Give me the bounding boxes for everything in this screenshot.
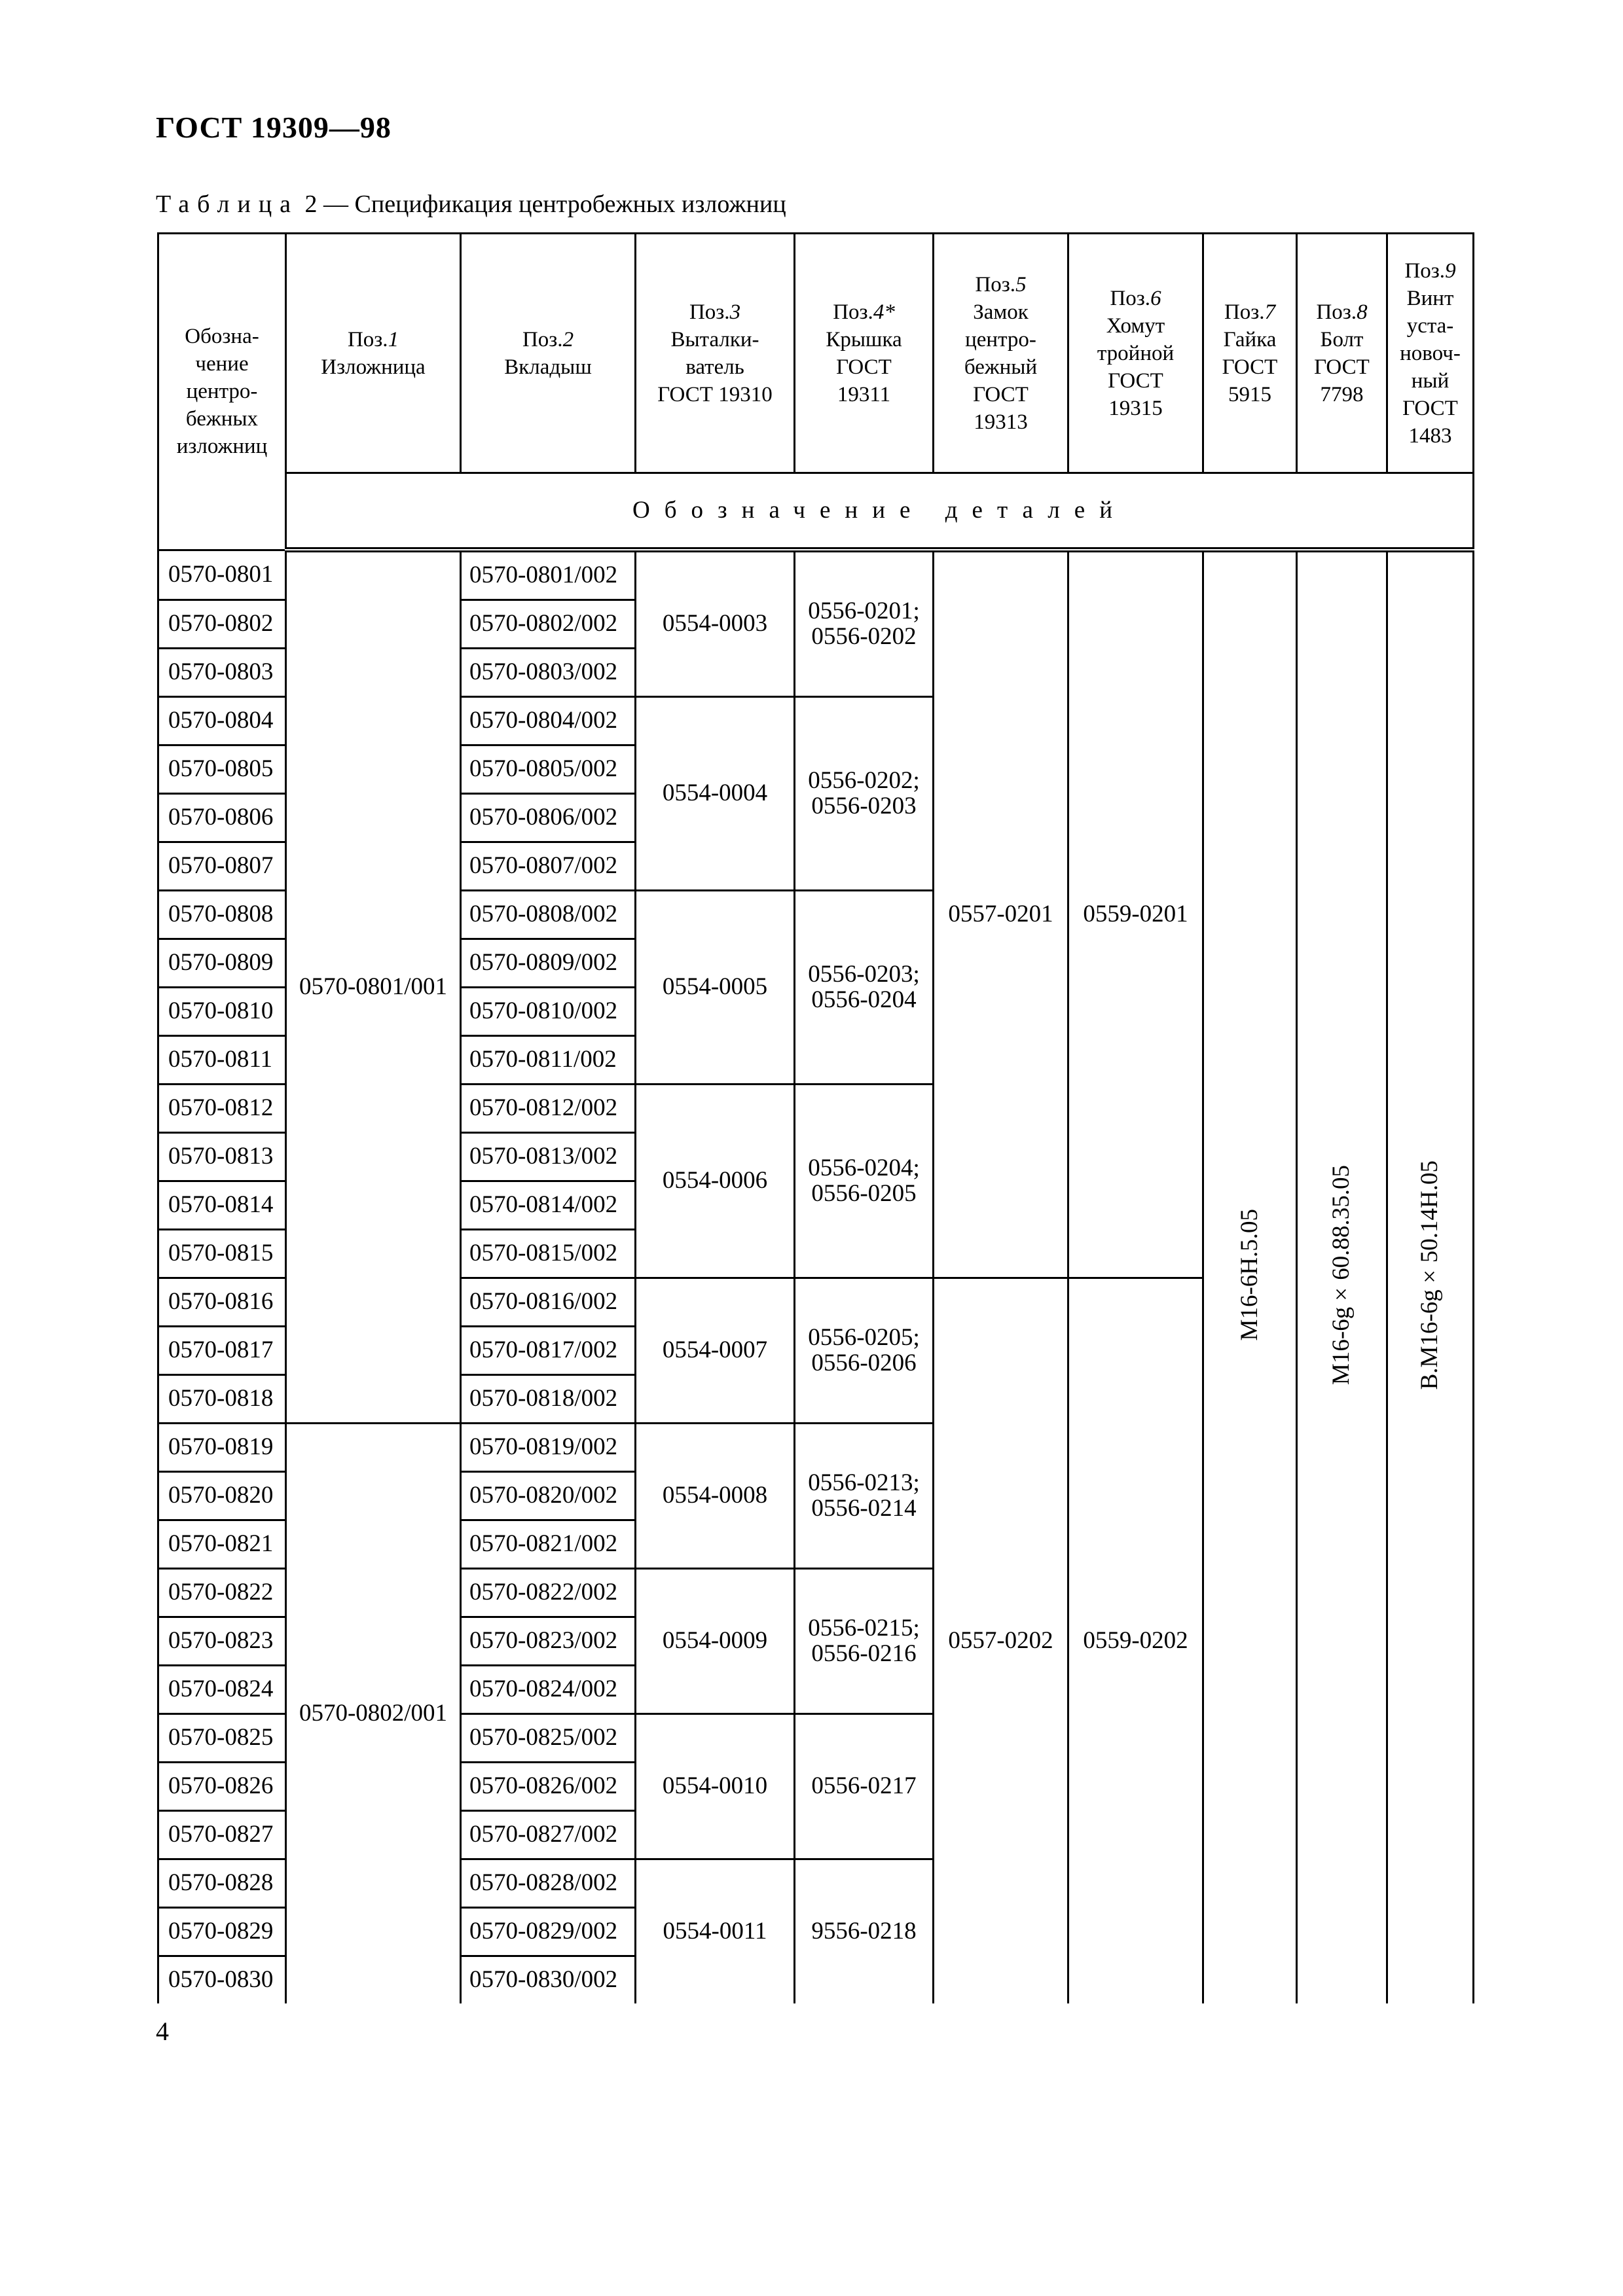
column-pos: Поз.7 [1224, 300, 1276, 324]
column-pos-number: 5 [1015, 272, 1027, 296]
cover-line: 0556-0216 [811, 1640, 917, 1667]
specification-table [157, 232, 1474, 2003]
caption-label: Таблица [156, 190, 299, 218]
liner-cell: 0570-0803/002 [461, 649, 636, 697]
liner-cell: 0570-0813/002 [461, 1133, 636, 1181]
column-header-line: изложниц [176, 435, 268, 459]
column-header-line: 5915 [1228, 382, 1271, 406]
liner-cell: 0570-0820/002 [461, 1472, 636, 1520]
column-header-4 [636, 234, 795, 473]
column-header-line: новоч- [1400, 341, 1461, 365]
cover-cell [795, 550, 934, 697]
column-header-line: бежных [185, 407, 259, 431]
column-pos-number: 6 [1150, 286, 1161, 310]
liner-cell: 0570-0808/002 [461, 891, 636, 939]
liner-cell: 0570-0819/002 [461, 1424, 636, 1472]
cover-cell [795, 1859, 934, 2004]
column-pos-number: 1 [388, 327, 399, 351]
screw-cell [1387, 550, 1474, 2003]
cover-line: 0556-0205 [811, 1179, 917, 1207]
column-header-line: ГОСТ [1402, 396, 1458, 420]
designation-cell: 0570-0827 [158, 1811, 286, 1859]
column-header-line: 19315 [1108, 396, 1163, 420]
liner-cell: 0570-0801/002 [461, 550, 636, 600]
designation-cell: 0570-0826 [158, 1763, 286, 1811]
ejector-cell: 0554-0006 [636, 1085, 795, 1278]
liner-cell: 0570-0815/002 [461, 1230, 636, 1278]
column-header-line: чение [195, 352, 249, 376]
column-header-line: ГОСТ [1222, 355, 1278, 379]
column-header-line: Выталки- [670, 327, 759, 351]
bolt-cell [1297, 550, 1387, 2003]
designation-cell: 0570-0823 [158, 1617, 286, 1666]
cover-cell [795, 697, 934, 891]
column-header-2 [286, 234, 461, 473]
table-caption [156, 190, 786, 219]
page-number: 4 [156, 2017, 169, 2046]
cover-line: 0556-0213; [808, 1469, 920, 1496]
cover-line: 0556-0203 [811, 792, 917, 819]
liner-cell: 0570-0823/002 [461, 1617, 636, 1666]
designation-cell: 0570-0814 [158, 1181, 286, 1230]
column-pos: Поз.9 [1404, 259, 1456, 283]
column-header-line: ГОСТ [1314, 355, 1370, 379]
cover-cell [795, 1278, 934, 1424]
designation-cell: 0570-0830 [158, 1956, 286, 2004]
cover-line: 0556-0205; [808, 1323, 920, 1351]
liner-cell: 0570-0807/002 [461, 842, 636, 891]
ejector-cell: 0554-0008 [636, 1424, 795, 1569]
designation-cell: 0570-0809 [158, 939, 286, 988]
designation-cell: 0570-0819 [158, 1424, 286, 1472]
ejector-cell: 0554-0011 [636, 1859, 795, 2004]
column-pos: Поз.2 [522, 327, 574, 351]
lock-cell: 0557-0201 [934, 550, 1068, 1278]
designation-cell: 0570-0815 [158, 1230, 286, 1278]
column-pos-number: 2 [562, 327, 574, 351]
column-pos: Поз.8 [1316, 300, 1368, 324]
cover-line: 0556-0217 [811, 1772, 917, 1800]
designation-cell: 0570-0822 [158, 1569, 286, 1617]
designation-cell: 0570-0807 [158, 842, 286, 891]
document-header: ГОСТ 19309—98 [156, 111, 392, 144]
cover-line: 0556-0206 [811, 1349, 917, 1376]
column-header-3 [461, 234, 636, 473]
cover-cell [795, 1424, 934, 1569]
column-header-line: 19313 [974, 410, 1028, 434]
column-pos: Поз.3 [689, 300, 741, 324]
cover-cell [795, 1714, 934, 1859]
column-header-line: Хомут [1106, 314, 1165, 338]
cover-line: 0556-0201; [808, 597, 920, 624]
liner-cell: 0570-0802/002 [461, 600, 636, 649]
cover-line: 0556-0214 [811, 1494, 917, 1522]
column-header-line: Вкладыш [504, 355, 592, 379]
ejector-cell: 0554-0003 [636, 550, 795, 697]
designation-cell: 0570-0806 [158, 794, 286, 842]
column-header-7 [1068, 234, 1203, 473]
column-header-line: Гайка [1223, 327, 1277, 351]
nut-cell [1203, 550, 1297, 2003]
ejector-cell: 0554-0009 [636, 1569, 795, 1714]
caption-text: — Спецификация центробежных изложниц [323, 190, 786, 218]
subheader-details: Обозначение деталей [286, 473, 1474, 550]
clamp-cell: 0559-0201 [1068, 550, 1203, 1278]
designation-cell: 0570-0810 [158, 988, 286, 1036]
designation-cell: 0570-0803 [158, 649, 286, 697]
liner-cell: 0570-0825/002 [461, 1714, 636, 1763]
column-header-line: ГОСТ [1108, 368, 1163, 393]
column-pos-number: 4* [873, 300, 895, 324]
cover-line: 9556-0218 [811, 1918, 917, 1945]
column-header-line: Обозна- [185, 325, 259, 349]
designation-cell: 0570-0820 [158, 1472, 286, 1520]
designation-cell: 0570-0821 [158, 1520, 286, 1569]
column-header-line: 19311 [837, 382, 891, 406]
designation-cell: 0570-0813 [158, 1133, 286, 1181]
cover-line: 0556-0204; [808, 1154, 920, 1181]
column-header-line: Болт [1320, 327, 1364, 351]
liner-cell: 0570-0824/002 [461, 1666, 636, 1714]
subheader-row [158, 473, 1474, 550]
liner-cell: 0570-0818/002 [461, 1375, 636, 1424]
liner-cell: 0570-0806/002 [461, 794, 636, 842]
column-header-line: уста- [1406, 314, 1454, 338]
cover-line: 0556-0202 [811, 622, 917, 650]
designation-cell: 0570-0825 [158, 1714, 286, 1763]
ejector-cell: 0554-0005 [636, 891, 795, 1085]
bolt-cell-text: М16-6g×60.88.35.05 [1328, 1165, 1355, 1386]
designation-cell: 0570-0811 [158, 1036, 286, 1085]
designation-cell: 0570-0829 [158, 1908, 286, 1956]
liner-cell: 0570-0810/002 [461, 988, 636, 1036]
designation-cell: 0570-0828 [158, 1859, 286, 1908]
column-header-line: ГОСТ [973, 382, 1029, 406]
column-pos: Поз.4* [833, 300, 895, 324]
liner-cell: 0570-0817/002 [461, 1327, 636, 1375]
designation-cell: 0570-0808 [158, 891, 286, 939]
cover-cell [795, 1569, 934, 1714]
column-header-line: Крышка [826, 327, 902, 351]
screw-cell-text: В.М16-6g×50.14Н.05 [1416, 1160, 1444, 1390]
column-header-line: ватель [685, 355, 744, 379]
designation-cell: 0570-0824 [158, 1666, 286, 1714]
designation-cell: 0570-0801 [158, 550, 286, 600]
column-header-line: ГОСТ 19310 [657, 382, 773, 406]
cover-line: 0556-0204 [811, 986, 917, 1013]
liner-cell: 0570-0814/002 [461, 1181, 636, 1230]
column-header-8 [1203, 234, 1297, 473]
liner-cell: 0570-0805/002 [461, 745, 636, 794]
designation-cell: 0570-0817 [158, 1327, 286, 1375]
column-header-line: Винт [1406, 286, 1454, 310]
liner-cell: 0570-0822/002 [461, 1569, 636, 1617]
column-header-line: ГОСТ [836, 355, 892, 379]
cover-line: 0556-0203; [808, 960, 920, 988]
column-header-line: Замок [973, 300, 1029, 324]
column-pos: Поз.5 [975, 272, 1027, 296]
column-pos-number: 8 [1357, 300, 1368, 324]
liner-cell: 0570-0828/002 [461, 1859, 636, 1908]
lock-cell: 0557-0202 [934, 1278, 1068, 2004]
column-header-line: центро- [186, 380, 258, 404]
column-pos: Поз.6 [1110, 286, 1161, 310]
liner-cell: 0570-0812/002 [461, 1085, 636, 1133]
nut-cell-text: М16-6Н.5.05 [1235, 1209, 1263, 1341]
liner-cell: 0570-0827/002 [461, 1811, 636, 1859]
ejector-cell: 0554-0007 [636, 1278, 795, 1424]
liner-cell: 0570-0811/002 [461, 1036, 636, 1085]
designation-cell: 0570-0804 [158, 697, 286, 745]
mold-cell: 0570-0801/001 [286, 550, 461, 1424]
liner-cell: 0570-0826/002 [461, 1763, 636, 1811]
column-header-6 [934, 234, 1068, 473]
column-pos-number: 9 [1445, 259, 1456, 283]
table-row [158, 550, 1474, 600]
column-header-line: ный [1411, 368, 1450, 393]
column-pos-number: 3 [729, 300, 741, 324]
table-header-row [158, 234, 1474, 473]
cover-line: 0556-0215; [808, 1614, 920, 1641]
column-header-line: тройной [1097, 341, 1175, 365]
cover-cell [795, 1085, 934, 1278]
column-header-1 [158, 234, 286, 550]
mold-cell: 0570-0802/001 [286, 1424, 461, 2004]
designation-cell: 0570-0818 [158, 1375, 286, 1424]
clamp-cell: 0559-0202 [1068, 1278, 1203, 2004]
ejector-cell: 0554-0010 [636, 1714, 795, 1859]
column-header-5 [795, 234, 934, 473]
designation-cell: 0570-0816 [158, 1278, 286, 1327]
column-header-line: центро- [965, 327, 1036, 351]
cover-line: 0556-0202; [808, 766, 920, 794]
designation-cell: 0570-0802 [158, 600, 286, 649]
column-pos: Поз.1 [347, 327, 399, 351]
designation-cell: 0570-0805 [158, 745, 286, 794]
column-header-line: 1483 [1408, 423, 1452, 448]
cover-cell [795, 891, 934, 1085]
caption-number: 2 [304, 190, 318, 218]
liner-cell: 0570-0804/002 [461, 697, 636, 745]
column-header-10 [1387, 234, 1474, 473]
column-header-line: бежный [964, 355, 1038, 379]
column-header-line: 7798 [1320, 382, 1364, 406]
column-header-9 [1297, 234, 1387, 473]
ejector-cell: 0554-0004 [636, 697, 795, 891]
liner-cell: 0570-0809/002 [461, 939, 636, 988]
liner-cell: 0570-0830/002 [461, 1956, 636, 2004]
designation-cell: 0570-0812 [158, 1085, 286, 1133]
column-header-line: Изложница [321, 355, 426, 379]
column-pos-number: 7 [1264, 300, 1276, 324]
liner-cell: 0570-0816/002 [461, 1278, 636, 1327]
liner-cell: 0570-0829/002 [461, 1908, 636, 1956]
liner-cell: 0570-0821/002 [461, 1520, 636, 1569]
